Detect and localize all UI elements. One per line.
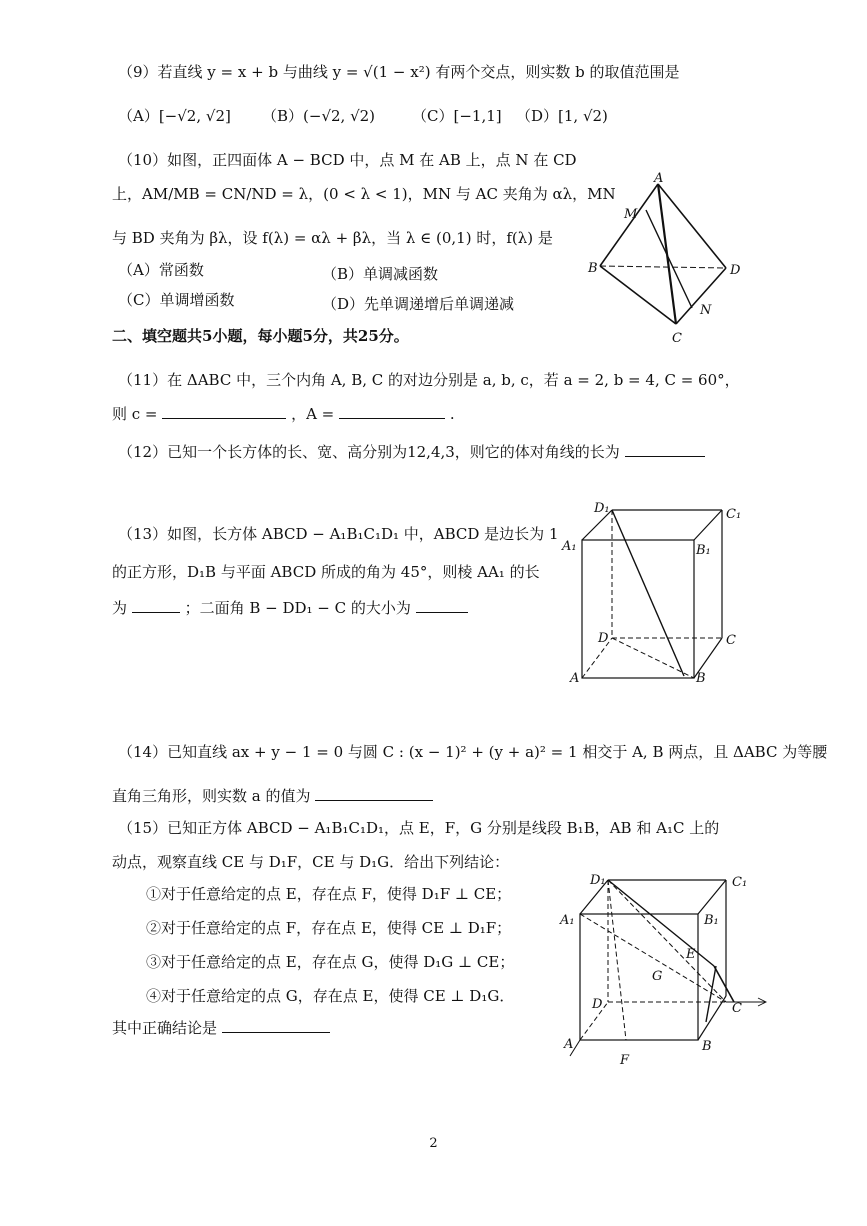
q15-claim-4: ④对于任意给定的点 G，存在点 E，使得 CE ⊥ D₁G． xyxy=(146,987,515,1005)
q14-line1: （14）已知直线 ax + y − 1 = 0 与圆 C : (x − 1)² + (y + a)² = 1 相交于 A, B 两点，且 ΔABC 为等腰 xyxy=(118,743,828,761)
q13-dihedral-label: ；二面角 B − DD₁ − C 的大小为 xyxy=(184,599,411,617)
q9-option-b: （B）(−√2, √2) xyxy=(262,107,376,125)
page-number: 2 xyxy=(429,1136,438,1151)
q15-claim-2: ②对于任意给定的点 F，存在点 E，使得 CE ⊥ D₁F； xyxy=(146,919,512,937)
q10-line2: 上，AM/MB = CN/ND = λ，(0 < λ < 1)，MN 与 AC 夹角为 αλ，MN xyxy=(112,185,616,203)
label-G: G xyxy=(652,969,663,984)
q11-period: . xyxy=(449,405,455,423)
label-A: A xyxy=(564,1037,574,1052)
q13-line1: （13）如图，长方体 ABCD − A₁B₁C₁D₁ 中，ABCD 是边长为 1 xyxy=(118,525,559,543)
q10-line3: 与 BD 夹角为 βλ，设 f(λ) = αλ + βλ，当 λ ∈ (0,1) 时，f(λ) 是 xyxy=(112,229,553,247)
q10-option-b: （B）单调减函数 xyxy=(322,265,439,283)
q10-line1: （10）如图，正四面体 A − BCD 中，点 M 在 AB 上，点 N 在 CD xyxy=(118,151,577,169)
label-M: M xyxy=(624,207,638,222)
q11-line1: （11）在 ΔABC 中，三个内角 A, B, C 的对边分别是 a, b, c，若 a = 2, b = 4, C = 60°， xyxy=(118,371,740,389)
q10-option-c: （C）单调增函数 xyxy=(118,291,235,309)
q10-option-a: （A）常函数 xyxy=(118,261,204,279)
label-N: N xyxy=(700,303,712,318)
label-F: F xyxy=(620,1053,630,1068)
label-B1: B₁ xyxy=(704,913,719,928)
label-D: D xyxy=(598,631,609,646)
q11-line2 xyxy=(112,404,455,424)
q10-option-d: （D）先单调递增后单调递减 xyxy=(322,295,515,313)
label-D1: D₁ xyxy=(594,501,610,516)
label-B: B xyxy=(702,1039,712,1054)
label-A: A xyxy=(570,671,580,686)
tetrahedron-figure xyxy=(580,170,750,350)
label-B: B xyxy=(588,261,598,276)
q13-aa1-blank[interactable] xyxy=(132,598,180,613)
q14-text: 直角三角形，则实数 a 的值为 xyxy=(112,787,311,805)
q14-blank[interactable] xyxy=(315,786,433,801)
label-C: C xyxy=(732,1001,742,1016)
q15-line2: 动点，观察直线 CE 与 D₁F，CE 与 D₁G．给出下列结论： xyxy=(112,853,510,871)
label-D: D xyxy=(592,997,603,1012)
label-B: B xyxy=(696,671,706,686)
q11-c-label: 则 c = xyxy=(112,405,158,423)
q14-line2 xyxy=(112,786,433,806)
label-C: C xyxy=(726,633,736,648)
label-D1: D₁ xyxy=(590,873,606,888)
q15-blank[interactable] xyxy=(222,1018,330,1033)
q9-option-c: （C）[−1,1] xyxy=(412,107,502,125)
label-C1: C₁ xyxy=(732,875,748,890)
cuboid-figure xyxy=(560,498,750,690)
q9-stem: （9）若直线 y = x + b 与曲线 y = √(1 − x²) 有两个交点，则实数 b 的取值范围是 xyxy=(118,63,680,81)
section-heading: 二、填空题共5小题，每小题5分，共25分。 xyxy=(112,327,409,345)
label-A1: A₁ xyxy=(560,913,575,928)
q11-c-blank[interactable] xyxy=(162,404,286,419)
cube-figure xyxy=(556,866,776,1072)
q13-aa1-label: 为 xyxy=(112,599,128,617)
q13-line2: 的正方形，D₁B 与平面 ABCD 所成的角为 45°，则棱 AA₁ 的长 xyxy=(112,563,540,581)
q12-line xyxy=(118,442,705,462)
q15-answer-label: 其中正确结论是 xyxy=(112,1019,218,1037)
q13-dihedral-blank[interactable] xyxy=(416,598,468,613)
q11-a-blank[interactable] xyxy=(339,404,445,419)
label-A1: A₁ xyxy=(562,539,577,554)
q12-text: （12）已知一个长方体的长、宽、高分别为12,4,3，则它的体对角线的长为 xyxy=(118,443,620,461)
label-B1: B₁ xyxy=(696,543,711,558)
q13-line3 xyxy=(112,598,468,618)
q15-claim-1: ①对于任意给定的点 E，存在点 F，使得 D₁F ⊥ CE； xyxy=(146,885,512,903)
q15-line1: （15）已知正方体 ABCD − A₁B₁C₁D₁，点 E，F，G 分别是线段 B₁B，AB 和 A₁C 上的 xyxy=(118,819,720,837)
label-E: E xyxy=(686,947,696,962)
label-A: A xyxy=(654,171,664,186)
q11-a-label: ，A = xyxy=(291,405,335,423)
label-D: D xyxy=(730,263,741,278)
q9-option-d: （D）[1, √2) xyxy=(516,107,608,125)
label-C1: C₁ xyxy=(726,507,742,522)
label-C: C xyxy=(672,331,682,346)
q15-answer-line xyxy=(112,1018,330,1038)
q9-option-a: （A）[−√2, √2] xyxy=(118,107,231,125)
q15-claim-3: ③对于任意给定的点 E，存在点 G，使得 D₁G ⊥ CE； xyxy=(146,953,515,971)
q12-blank[interactable] xyxy=(625,442,705,457)
